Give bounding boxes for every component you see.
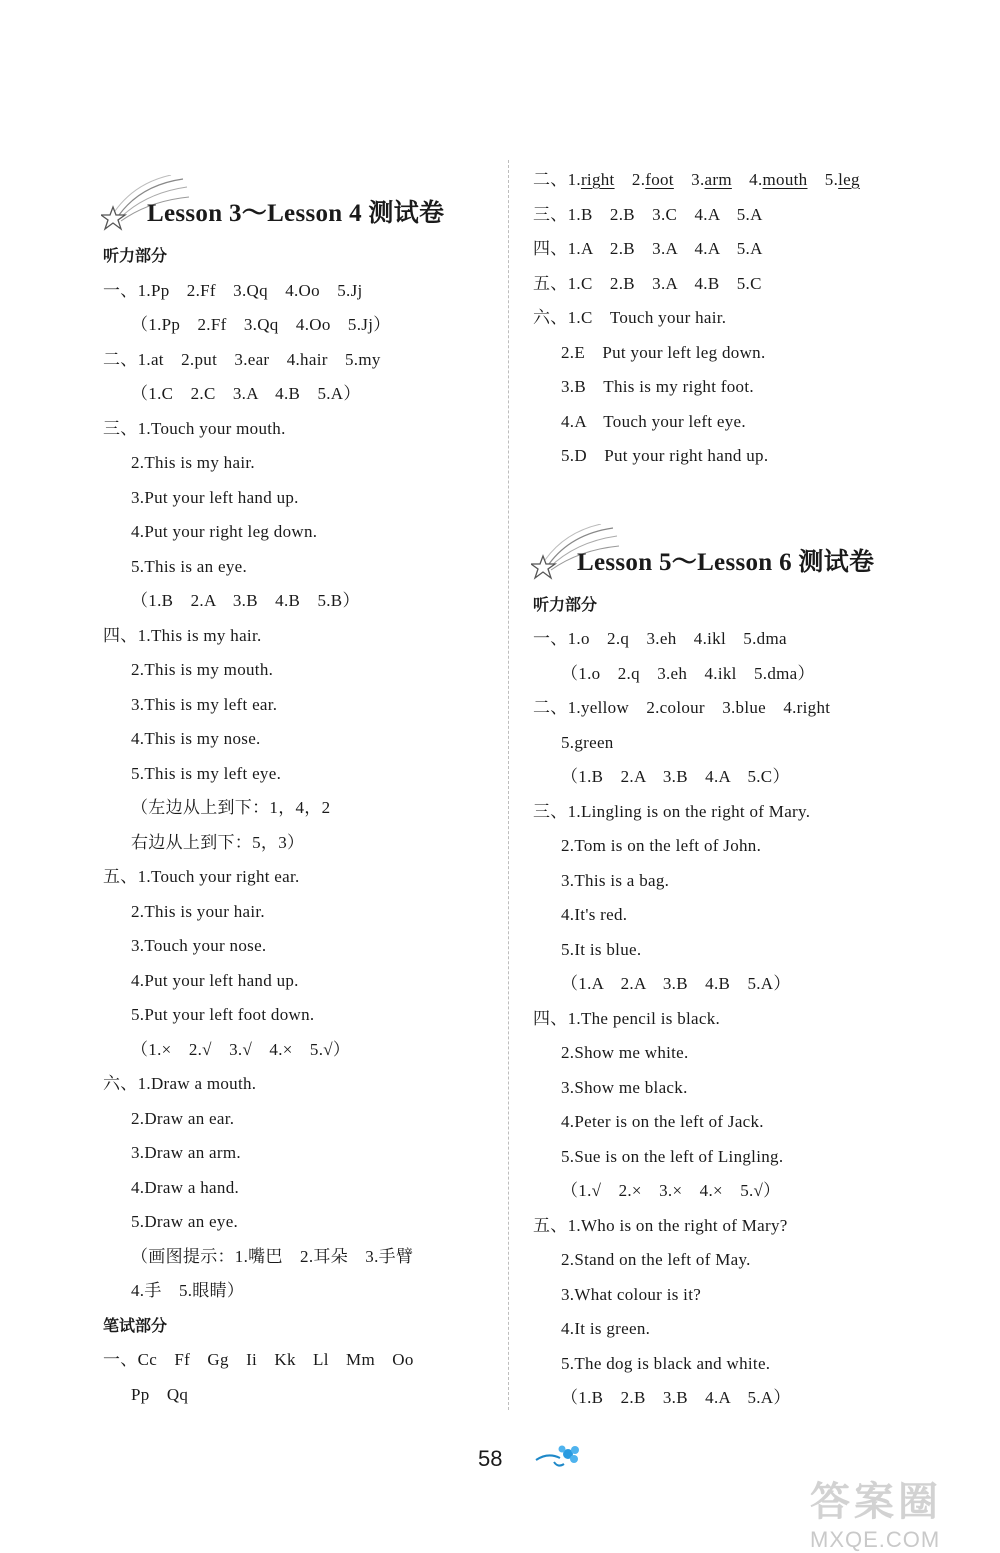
answer-line: 2.This is your hair.: [131, 901, 265, 921]
answer-line: （1.B 2.B 3.B 4.A 5.A）: [561, 1388, 791, 1407]
answer-line: 四、1.The pencil is black.: [533, 1008, 721, 1028]
watermark: [810, 1470, 942, 1553]
answer-line: （1.A 2.A 3.B 4.B 5.A）: [561, 974, 791, 993]
answer-line: 右边从上到下：5，3）: [131, 832, 305, 852]
answer-line: 5.The dog is black and white.: [561, 1353, 771, 1373]
answer-line: （1.C 2.C 3.A 4.B 5.A）: [131, 384, 361, 403]
answer-line: 4.This is my nose.: [131, 729, 261, 748]
answer-line: 五、1.Touch your right ear.: [103, 867, 300, 886]
listening-label: 听力部分: [533, 594, 598, 614]
answer-line: 2.Show me white.: [561, 1043, 689, 1062]
answer-line: 4.Draw a hand.: [131, 1177, 240, 1197]
answer-line: 5.This is my left eye.: [131, 763, 282, 783]
answer-line: 五、1.Who is on the right of Mary?: [533, 1215, 788, 1235]
answer-line: （1.o 2.q 3.eh 4.ikl 5.dma）: [561, 663, 815, 683]
answer-line: 4.Put your left hand up.: [131, 970, 299, 990]
underlined-answers-line: [533, 163, 933, 198]
writing-label: 笔试部分: [103, 1315, 168, 1335]
answer-line: 六、1.C Touch your hair.: [533, 308, 727, 327]
answer-line: 二、1.yellow 2.colour 3.blue 4.right: [533, 698, 831, 717]
left-column: [103, 175, 503, 1412]
answer-line: 3.This is a bag.: [561, 870, 670, 890]
answer-line: 5.D Put your right hand up.: [561, 446, 769, 465]
line-prefix: 二、: [533, 170, 568, 189]
answer-line: 2.This is my mouth.: [131, 660, 274, 679]
lesson-title: Lesson 5～Lesson 6 测试卷: [577, 548, 875, 576]
answer-line: 二、1.at 2.put 3.ear 4.hair 5.my: [103, 349, 381, 369]
answer-line: （1.Pp 2.Ff 3.Qq 4.Oo 5.Jj）: [131, 315, 391, 334]
answer-line: 2.Stand on the left of May.: [561, 1250, 751, 1269]
answer-line: 5.It is blue.: [561, 939, 642, 959]
flower-ornament-icon: [534, 1440, 584, 1470]
answer-line: 四、1.This is my hair.: [103, 625, 262, 645]
answer-line: 三、1.B 2.B 3.C 4.A 5.A: [533, 204, 763, 224]
answer-line: 3.Show me black.: [561, 1077, 688, 1097]
answer-line: （左边从上到下：1，4，2: [131, 798, 331, 817]
answer-line: 5.Put your left foot down.: [131, 1005, 315, 1024]
answer-line: 4.Peter is on the left of Jack.: [561, 1112, 764, 1131]
answer-line: 3.What colour is it?: [561, 1284, 702, 1304]
answer-line: 一、1.o 2.q 3.eh 4.ikl 5.dma: [533, 629, 787, 648]
answer-line: 2.This is my hair.: [131, 453, 255, 472]
answer-line: 六、1.Draw a mouth.: [103, 1074, 257, 1093]
item-num: 2.: [631, 170, 646, 189]
answer-line: （1.B 2.A 3.B 4.A 5.C）: [561, 767, 790, 786]
answer-line: 2.Tom is on the left of John.: [561, 836, 762, 855]
watermark-logo-text: 答案圈: [810, 1480, 942, 1524]
answer-line: 5.Sue is on the left of Lingling.: [561, 1146, 784, 1166]
answer-line: 一、1.Pp 2.Ff 3.Qq 4.Oo 5.Jj: [103, 280, 363, 300]
answer-line: 3.Draw an arm.: [131, 1143, 241, 1162]
answer-line: （1.√ 2.× 3.× 4.× 5.√）: [561, 1181, 781, 1200]
underlined-word: leg: [838, 170, 860, 189]
item-num: 1.: [567, 170, 581, 189]
answer-line: 3.Put your left hand up.: [131, 487, 299, 507]
lesson-3-4-heading: [101, 175, 503, 235]
listening-label: 听力部分: [103, 246, 168, 265]
answer-line: 5.green: [561, 732, 614, 752]
underlined-word: foot: [645, 170, 674, 189]
answer-line: 5.Draw an eye.: [131, 1212, 239, 1231]
right-column: [533, 163, 933, 1416]
column-divider: [508, 160, 509, 1410]
answer-line: 3.Touch your nose.: [131, 936, 267, 955]
answer-line: 2.Draw an ear.: [131, 1108, 235, 1128]
answer-line: 五、1.C 2.B 3.A 4.B 5.C: [533, 273, 762, 293]
item-num: 5.: [824, 170, 839, 189]
answer-line: 三、1.Touch your mouth.: [103, 418, 286, 438]
answer-line: （画图提示：1.嘴巴 2.耳朵 3.手臂: [131, 1246, 414, 1266]
watermark-url: MXQE.COM: [810, 1527, 941, 1552]
item-num: 3.: [691, 170, 705, 189]
page-number: 58: [478, 1446, 503, 1471]
spacer: [533, 474, 933, 524]
answer-line: 4.手 5.眼睛）: [131, 1281, 245, 1300]
answer-line: （1.× 2.√ 3.√ 4.× 5.√）: [131, 1039, 351, 1059]
item-num: 4.: [749, 170, 763, 189]
underlined-word: right: [580, 170, 615, 189]
answer-line: 2.E Put your left leg down.: [561, 342, 766, 362]
answer-line: 4.It is green.: [561, 1319, 651, 1338]
answer-line: Pp Qq: [131, 1384, 189, 1404]
underlined-word: arm: [704, 170, 732, 189]
answer-line: 4.Put your right leg down.: [131, 522, 318, 541]
answer-line: 四、1.A 2.B 3.A 4.A 5.A: [533, 239, 763, 258]
answer-line: 5.This is an eye.: [131, 556, 248, 576]
answer-line: （1.B 2.A 3.B 4.B 5.B）: [131, 591, 360, 610]
answer-line: 一、Cc Ff Gg Ii Kk Ll Mm Oo: [103, 1350, 414, 1369]
answer-line: 4.It's red.: [561, 905, 628, 924]
answer-line: 4.A Touch your left eye.: [561, 411, 746, 431]
answer-line: 3.B This is my right foot.: [561, 377, 754, 396]
lesson-5-6-heading: [531, 524, 933, 584]
answer-line: 三、1.Lingling is on the right of Mary.: [533, 801, 811, 821]
lesson-title: Lesson 3～Lesson 4 测试卷: [147, 200, 445, 227]
underlined-word: mouth: [762, 170, 808, 189]
answer-line: 3.This is my left ear.: [131, 694, 278, 714]
